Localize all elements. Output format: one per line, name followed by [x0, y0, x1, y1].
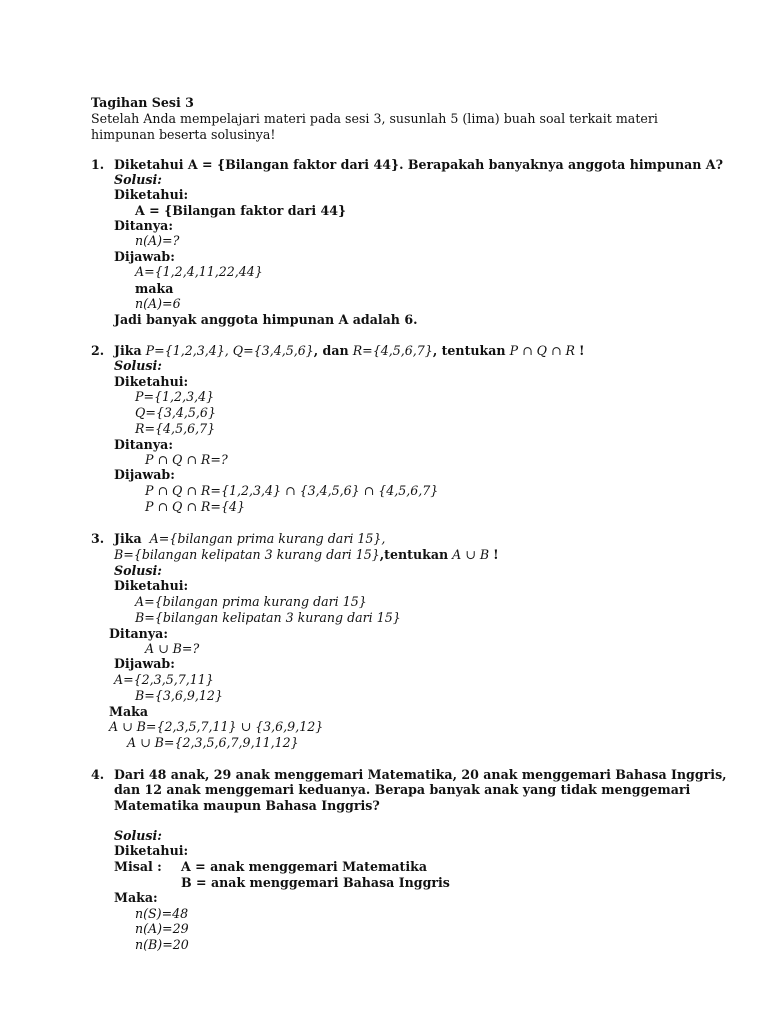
q4-misal-a: A = anak menggemari Matematika [181, 859, 427, 874]
q1-ditanya-label: Ditanya: [114, 218, 173, 233]
q3-ditanya-label: Ditanya: [109, 626, 168, 641]
q4-na: n(A)=29 [135, 921, 189, 936]
q4-maka: Maka: [114, 890, 158, 905]
q3-end: ! [493, 547, 499, 562]
q2-answer-1: P ∩ Q ∩ R={1,2,3,4} ∩ {3,4,5,6} ∩ {4,5,6,7} [145, 483, 439, 498]
q4-nb: n(B)=20 [135, 937, 189, 952]
q1-solusi-label: Solusi: [114, 172, 162, 187]
q1-asked: n(A)=? [135, 233, 180, 248]
q2-jika: Jika [114, 343, 142, 358]
intro-line-1: Setelah Anda mempelajari materi pada sesi 3, susunlah 5 (lima) buah soal terkait materi [91, 111, 658, 126]
q3-a: A={bilangan prima kurang dari 15} [135, 594, 367, 609]
q3-answer-1: A ∪ B={2,3,5,7,11} ∪ {3,6,9,12} [109, 719, 324, 734]
q4-misal-label: Misal : [114, 859, 162, 874]
q2-q: Q={3,4,5,6} [135, 405, 216, 420]
q2-set-p: P={1,2,3,4}, [145, 343, 229, 358]
q2-dijawab-label: Dijawab: [114, 467, 175, 482]
q2-diketahui-label: Diketahui: [114, 374, 189, 389]
q2-expr: P ∩ Q ∩ R [509, 343, 576, 358]
q3-solusi-label: Solusi: [114, 563, 162, 578]
q3-b-set: B={3,6,9,12} [135, 688, 223, 703]
q2-r: R={4,5,6,7} [135, 421, 216, 436]
q3-jika: Jika [114, 531, 142, 546]
q1-number: 1. [91, 157, 105, 172]
q3-set-b: B={bilangan kelipatan 3 kurang dari 15} [114, 547, 380, 562]
q3-question-line-1 [114, 531, 385, 546]
document-title: Tagihan Sesi 3 [91, 95, 194, 110]
q4-diketahui-label: Diketahui: [114, 843, 189, 858]
q2-p: P={1,2,3,4} [135, 389, 215, 404]
q1-question: Diketahui A = {Bilangan faktor dari 44}. Berapakah banyaknya anggota himpunan A? [114, 157, 723, 172]
q1-answer-1: A={1,2,4,11,22,44} [135, 264, 263, 279]
q3-diketahui-label: Diketahui: [114, 578, 189, 593]
q3-set-a: A={bilangan prima kurang dari 15}, [149, 531, 386, 546]
q3-a-set: A={2,3,5,7,11} [114, 672, 214, 687]
q3-number: 3. [91, 531, 105, 546]
q4-solusi-label: Solusi: [114, 828, 162, 843]
q3-tentukan: ,tentukan [379, 547, 449, 562]
q2-answer-2: P ∩ Q ∩ R={4} [145, 499, 245, 514]
q2-asked: P ∩ Q ∩ R=? [145, 452, 228, 467]
q2-dan: , dan [313, 343, 349, 358]
q4-question-line-3: Matematika maupun Bahasa Inggris? [114, 798, 380, 813]
q1-dijawab-label: Dijawab: [114, 249, 175, 264]
q3-dijawab-label: Dijawab: [114, 656, 175, 671]
q1-diketahui-label: Diketahui: [114, 187, 189, 202]
q4-question-line-2: dan 12 anak menggemari keduanya. Berapa banyak anak yang tidak menggemari [114, 782, 691, 797]
q3-answer-2: A ∪ B={2,3,5,6,7,9,11,12} [127, 735, 299, 750]
q3-b: B={bilangan kelipatan 3 kurang dari 15} [135, 610, 401, 625]
q3-question-line-2 [114, 547, 499, 562]
q4-ns: n(S)=48 [135, 906, 189, 921]
q3-maka: Maka [109, 704, 148, 719]
q2-number: 2. [91, 343, 105, 358]
q2-tentukan: , tentukan [432, 343, 506, 358]
q4-number: 4. [91, 767, 105, 782]
q1-conclusion: Jadi banyak anggota himpunan A adalah 6. [114, 312, 418, 327]
q1-answer-2: n(A)=6 [135, 296, 181, 311]
q1-given: A = {Bilangan faktor dari 44} [135, 203, 347, 218]
q2-question [114, 343, 585, 358]
q2-solusi-label: Solusi: [114, 358, 162, 373]
q2-set-r: R={4,5,6,7} [352, 343, 433, 358]
q4-question-line-1: Dari 48 anak, 29 anak menggemari Matematika, 20 anak menggemari Bahasa Inggris, [114, 767, 727, 782]
q1-maka: maka [135, 281, 174, 296]
q3-expr: A ∪ B [452, 547, 490, 562]
q2-set-q: Q={3,4,5,6} [232, 343, 314, 358]
q2-end: ! [579, 343, 585, 358]
q4-misal-b: B = anak menggemari Bahasa Inggris [181, 875, 450, 890]
q3-asked: A ∪ B=? [145, 641, 200, 656]
q2-ditanya-label: Ditanya: [114, 437, 173, 452]
intro-line-2: himpunan beserta solusinya! [91, 127, 276, 142]
